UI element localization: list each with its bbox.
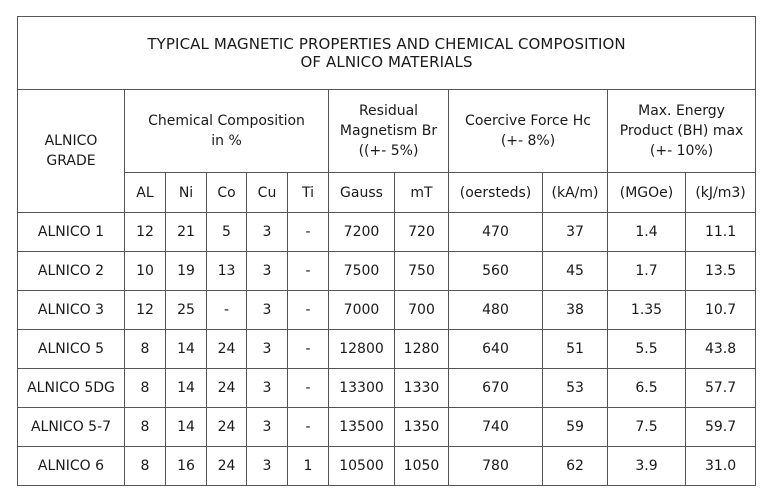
grade-cell: ALNICO 5-7	[18, 408, 125, 447]
energy-header-line-2: Product (BH) max	[619, 123, 744, 139]
co-cell: 13	[207, 252, 247, 291]
coercive-header-line-2: (+- 8%)	[500, 133, 556, 149]
kjm3-cell: 10.7	[686, 291, 756, 330]
mgoe-cell: 5.5	[608, 330, 686, 369]
ti-cell: -	[288, 252, 329, 291]
alnico-table	[17, 16, 756, 486]
mt-cell: 750	[395, 252, 449, 291]
grade-cell: ALNICO 3	[18, 291, 125, 330]
kjm3-cell: 31.0	[686, 447, 756, 486]
subheader-cu: Cu	[247, 173, 288, 213]
coercive-force-header	[449, 90, 608, 173]
oersteds-cell: 560	[449, 252, 543, 291]
mt-cell: 1280	[395, 330, 449, 369]
cu-cell: 3	[247, 291, 288, 330]
grade-cell: ALNICO 6	[18, 447, 125, 486]
title-line-1: TYPICAL MAGNETIC PROPERTIES AND CHEMICAL COMPOSITION	[147, 35, 626, 53]
oersteds-cell: 740	[449, 408, 543, 447]
cu-cell: 3	[247, 447, 288, 486]
co-cell: 24	[207, 330, 247, 369]
mt-cell: 1350	[395, 408, 449, 447]
oersteds-cell: 640	[449, 330, 543, 369]
table-body	[18, 213, 756, 486]
alnico-properties-sheet	[17, 16, 755, 489]
mgoe-cell: 1.7	[608, 252, 686, 291]
cu-cell: 3	[247, 252, 288, 291]
kam-cell: 62	[543, 447, 608, 486]
max-energy-product-header	[608, 90, 756, 173]
residual-header-line-2: Magnetism Br	[339, 123, 438, 139]
subheader-co: Co	[207, 173, 247, 213]
kam-cell: 53	[543, 369, 608, 408]
kjm3-cell: 43.8	[686, 330, 756, 369]
table-row	[18, 408, 756, 447]
cu-cell: 3	[247, 213, 288, 252]
al-cell: 8	[125, 369, 166, 408]
ni-cell: 25	[166, 291, 207, 330]
grade-cell: ALNICO 5DG	[18, 369, 125, 408]
al-cell: 8	[125, 408, 166, 447]
kjm3-cell: 59.7	[686, 408, 756, 447]
mt-cell: 700	[395, 291, 449, 330]
cu-cell: 3	[247, 408, 288, 447]
gauss-cell: 13300	[329, 369, 395, 408]
gauss-cell: 10500	[329, 447, 395, 486]
oersteds-cell: 780	[449, 447, 543, 486]
co-cell: 24	[207, 447, 247, 486]
table-title	[18, 17, 756, 90]
ni-cell: 14	[166, 408, 207, 447]
gauss-cell: 7000	[329, 291, 395, 330]
subheader-gauss: Gauss	[329, 173, 395, 213]
energy-header-line-1: Max. Energy	[638, 103, 725, 119]
coercive-header-line-1: Coercive Force Hc	[465, 113, 591, 129]
ti-cell: -	[288, 408, 329, 447]
gauss-cell: 13500	[329, 408, 395, 447]
kjm3-cell: 13.5	[686, 252, 756, 291]
cu-cell: 3	[247, 369, 288, 408]
subheader-al: AL	[125, 173, 166, 213]
table-row	[18, 252, 756, 291]
mt-cell: 1330	[395, 369, 449, 408]
mgoe-cell: 3.9	[608, 447, 686, 486]
co-cell: -	[207, 291, 247, 330]
kam-cell: 37	[543, 213, 608, 252]
ni-cell: 14	[166, 369, 207, 408]
ti-cell: 1	[288, 447, 329, 486]
mt-cell: 1050	[395, 447, 449, 486]
co-cell: 24	[207, 369, 247, 408]
subheader-ni: Ni	[166, 173, 207, 213]
residual-magnetism-header	[329, 90, 449, 173]
ni-cell: 21	[166, 213, 207, 252]
kam-cell: 45	[543, 252, 608, 291]
subheader-mt: mT	[395, 173, 449, 213]
gauss-cell: 7200	[329, 213, 395, 252]
subheader-oersteds: (oersteds)	[449, 173, 543, 213]
gauss-cell: 7500	[329, 252, 395, 291]
table-row	[18, 330, 756, 369]
table-row	[18, 447, 756, 486]
mt-cell: 720	[395, 213, 449, 252]
kjm3-cell: 57.7	[686, 369, 756, 408]
ti-cell: -	[288, 330, 329, 369]
oersteds-cell: 480	[449, 291, 543, 330]
al-cell: 12	[125, 291, 166, 330]
subheader-mgoe: (MGOe)	[608, 173, 686, 213]
subheader-kjm3: (kJ/m3)	[686, 173, 756, 213]
ti-cell: -	[288, 291, 329, 330]
kjm3-cell: 11.1	[686, 213, 756, 252]
co-cell: 24	[207, 408, 247, 447]
table-row	[18, 369, 756, 408]
table-row	[18, 291, 756, 330]
mgoe-cell: 1.4	[608, 213, 686, 252]
kam-cell: 38	[543, 291, 608, 330]
grade-header-line-2: GRADE	[46, 153, 96, 169]
chem-header-line-2: in %	[211, 133, 242, 149]
al-cell: 8	[125, 330, 166, 369]
residual-header-line-1: Residual	[358, 103, 419, 119]
kam-cell: 51	[543, 330, 608, 369]
chemical-composition-header	[125, 90, 329, 173]
oersteds-cell: 470	[449, 213, 543, 252]
al-cell: 10	[125, 252, 166, 291]
kam-cell: 59	[543, 408, 608, 447]
grade-cell: ALNICO 1	[18, 213, 125, 252]
al-cell: 12	[125, 213, 166, 252]
title-line-2: OF ALNICO MATERIALS	[300, 53, 473, 71]
subheader-ti: Ti	[288, 173, 329, 213]
mgoe-cell: 6.5	[608, 369, 686, 408]
cu-cell: 3	[247, 330, 288, 369]
grade-header	[18, 90, 125, 213]
chem-header-line-1: Chemical Composition	[148, 113, 305, 129]
energy-header-line-3: (+- 10%)	[649, 143, 714, 159]
oersteds-cell: 670	[449, 369, 543, 408]
ni-cell: 19	[166, 252, 207, 291]
mgoe-cell: 7.5	[608, 408, 686, 447]
residual-header-line-3: ((+- 5%)	[358, 143, 419, 159]
ni-cell: 16	[166, 447, 207, 486]
mgoe-cell: 1.35	[608, 291, 686, 330]
al-cell: 8	[125, 447, 166, 486]
grade-cell: ALNICO 5	[18, 330, 125, 369]
grade-cell: ALNICO 2	[18, 252, 125, 291]
gauss-cell: 12800	[329, 330, 395, 369]
ni-cell: 14	[166, 330, 207, 369]
ti-cell: -	[288, 213, 329, 252]
subheader-kam: (kA/m)	[543, 173, 608, 213]
co-cell: 5	[207, 213, 247, 252]
ti-cell: -	[288, 369, 329, 408]
table-row	[18, 213, 756, 252]
grade-header-line-1: ALNICO	[44, 133, 98, 149]
